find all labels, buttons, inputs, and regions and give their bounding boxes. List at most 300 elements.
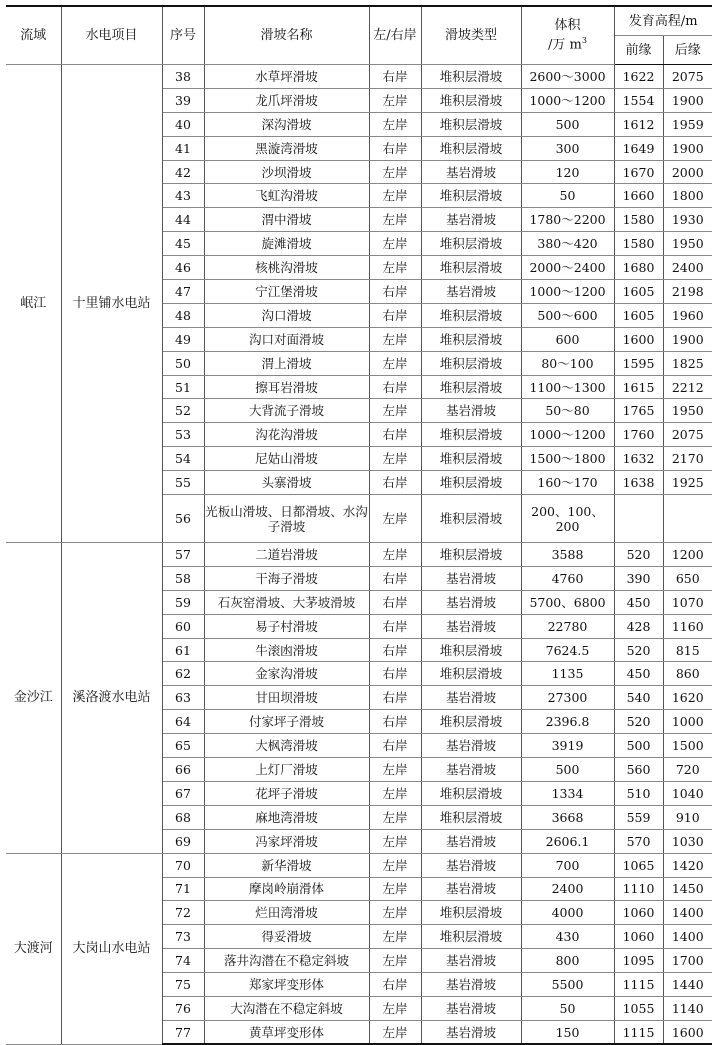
header-elevation: 发育高程/m xyxy=(614,6,712,36)
cell-bank: 右岸 xyxy=(369,590,421,614)
cell-name: 旋滩滑坡 xyxy=(204,232,369,256)
cell-rear: 2198 xyxy=(663,280,712,304)
cell-volume: 600 xyxy=(521,327,614,351)
header-volume xyxy=(521,6,614,65)
cell-no: 49 xyxy=(162,327,204,351)
cell-no: 74 xyxy=(162,949,204,973)
cell-rear: 1930 xyxy=(663,208,712,232)
cell-front: 428 xyxy=(614,614,663,638)
cell-front: 1060 xyxy=(614,901,663,925)
cell-basin: 金沙江 xyxy=(6,543,61,854)
cell-front: 1649 xyxy=(614,136,663,160)
cell-no: 66 xyxy=(162,758,204,782)
cell-volume: 5700、6800 xyxy=(521,590,614,614)
cell-front: 540 xyxy=(614,686,663,710)
cell-rear: 1950 xyxy=(663,399,712,423)
cell-volume: 430 xyxy=(521,925,614,949)
cell-volume: 5500 xyxy=(521,973,614,997)
cell-type: 堆积层滑坡 xyxy=(421,710,521,734)
cell-type: 基岩滑坡 xyxy=(421,590,521,614)
cell-volume: 2606.1 xyxy=(521,829,614,853)
cell-rear: 1600 xyxy=(663,1020,712,1044)
cell-no: 42 xyxy=(162,160,204,184)
cell-no: 60 xyxy=(162,614,204,638)
cell-basin: 岷江 xyxy=(6,65,61,543)
cell-type: 基岩滑坡 xyxy=(421,614,521,638)
cell-volume: 500～600 xyxy=(521,303,614,327)
cell-rear: 1140 xyxy=(663,996,712,1020)
cell-bank: 左岸 xyxy=(369,184,421,208)
cell-rear: 1900 xyxy=(663,88,712,112)
cell-rear: 1450 xyxy=(663,877,712,901)
cell-bank: 左岸 xyxy=(369,781,421,805)
cell-no: 62 xyxy=(162,662,204,686)
cell-type: 堆积层滑坡 xyxy=(421,662,521,686)
cell-type: 堆积层滑坡 xyxy=(421,781,521,805)
cell-bank: 左岸 xyxy=(369,543,421,567)
cell-type: 堆积层滑坡 xyxy=(421,925,521,949)
cell-name: 金家沟滑坡 xyxy=(204,662,369,686)
cell-volume: 1780～2200 xyxy=(521,208,614,232)
cell-rear: 1825 xyxy=(663,351,712,375)
cell-volume: 1000～1200 xyxy=(521,423,614,447)
cell-no: 70 xyxy=(162,853,204,877)
cell-front: 1554 xyxy=(614,88,663,112)
cell-rear: 2170 xyxy=(663,447,712,471)
cell-type: 基岩滑坡 xyxy=(421,280,521,304)
cell-rear: 1959 xyxy=(663,112,712,136)
cell-project: 十里铺水电站 xyxy=(61,65,162,543)
cell-volume: 150 xyxy=(521,1020,614,1044)
header-volume-label: 体积 xyxy=(554,18,581,34)
cell-bank: 左岸 xyxy=(369,925,421,949)
cell-type: 基岩滑坡 xyxy=(421,973,521,997)
cell-front: 1670 xyxy=(614,160,663,184)
cell-name: 郑家坪变形体 xyxy=(204,973,369,997)
cell-no: 64 xyxy=(162,710,204,734)
cell-type: 堆积层滑坡 xyxy=(421,327,521,351)
cell-front: 559 xyxy=(614,805,663,829)
cell-volume: 500 xyxy=(521,758,614,782)
cell-rear: 1400 xyxy=(663,901,712,925)
cell-rear: 1400 xyxy=(663,925,712,949)
cell-name: 黄草坪变形体 xyxy=(204,1020,369,1044)
cell-rear: 1925 xyxy=(663,471,712,495)
cell-type: 堆积层滑坡 xyxy=(421,303,521,327)
cell-front: 1615 xyxy=(614,375,663,399)
cell-no: 38 xyxy=(162,65,204,89)
header-front: 前缘 xyxy=(614,36,663,65)
cell-bank: 左岸 xyxy=(369,399,421,423)
header-basin: 流域 xyxy=(6,6,61,65)
cell-bank: 左岸 xyxy=(369,949,421,973)
table-row xyxy=(6,853,712,877)
cell-bank: 左岸 xyxy=(369,829,421,853)
cell-front: 570 xyxy=(614,829,663,853)
cell-no: 44 xyxy=(162,208,204,232)
cell-rear: 2212 xyxy=(663,375,712,399)
cell-front: 560 xyxy=(614,758,663,782)
cell-front: 1115 xyxy=(614,1020,663,1044)
header-project: 水电项目 xyxy=(61,6,162,65)
cell-type: 堆积层滑坡 xyxy=(421,471,521,495)
cell-volume: 2600～3000 xyxy=(521,65,614,89)
cell-type: 基岩滑坡 xyxy=(421,686,521,710)
cell-bank: 右岸 xyxy=(369,65,421,89)
cell-volume: 120 xyxy=(521,160,614,184)
cell-bank: 右岸 xyxy=(369,662,421,686)
cell-no: 53 xyxy=(162,423,204,447)
cell-rear: 1040 xyxy=(663,781,712,805)
cell-bank: 右岸 xyxy=(369,423,421,447)
cell-name: 龙爪坪滑坡 xyxy=(204,88,369,112)
cell-type: 基岩滑坡 xyxy=(421,208,521,232)
cell-front: 1110 xyxy=(614,877,663,901)
cell-name: 深沟滑坡 xyxy=(204,112,369,136)
cell-name: 麻地湾滑坡 xyxy=(204,805,369,829)
cell-volume: 50～80 xyxy=(521,399,614,423)
cell-volume: 4000 xyxy=(521,901,614,925)
cell-rear: 1420 xyxy=(663,853,712,877)
cell-name: 擦耳岩滑坡 xyxy=(204,375,369,399)
cell-volume: 700 xyxy=(521,853,614,877)
cell-no: 48 xyxy=(162,303,204,327)
cell-type: 堆积层滑坡 xyxy=(421,638,521,662)
cell-name: 核桃沟滑坡 xyxy=(204,256,369,280)
cell-no: 40 xyxy=(162,112,204,136)
cell-bank: 右岸 xyxy=(369,710,421,734)
cell-front: 1600 xyxy=(614,327,663,351)
cell-type: 基岩滑坡 xyxy=(421,829,521,853)
cell-type: 基岩滑坡 xyxy=(421,1020,521,1044)
cell-no: 56 xyxy=(162,495,204,543)
cell-name: 牛滚凼滑坡 xyxy=(204,638,369,662)
cell-front: 1760 xyxy=(614,423,663,447)
table-body xyxy=(6,65,712,1045)
cell-volume: 2396.8 xyxy=(521,710,614,734)
cell-no: 71 xyxy=(162,877,204,901)
cell-bank: 右岸 xyxy=(369,686,421,710)
header-type: 滑坡类型 xyxy=(421,6,521,65)
cell-bank: 左岸 xyxy=(369,327,421,351)
cell-rear: 1070 xyxy=(663,590,712,614)
header-name: 滑坡名称 xyxy=(204,6,369,65)
cell-volume: 27300 xyxy=(521,686,614,710)
cell-bank: 左岸 xyxy=(369,853,421,877)
cell-type: 堆积层滑坡 xyxy=(421,136,521,160)
cell-front: 390 xyxy=(614,566,663,590)
cell-no: 52 xyxy=(162,399,204,423)
cell-bank: 左岸 xyxy=(369,447,421,471)
cell-front: 1660 xyxy=(614,184,663,208)
cell-name: 干海子滑坡 xyxy=(204,566,369,590)
cell-front: 1595 xyxy=(614,351,663,375)
cell-bank: 右岸 xyxy=(369,734,421,758)
cell-type: 堆积层滑坡 xyxy=(421,495,521,543)
table-row xyxy=(6,65,712,89)
cell-rear: 1160 xyxy=(663,614,712,638)
table-row xyxy=(6,543,712,567)
cell-rear: 860 xyxy=(663,662,712,686)
cell-name: 易子村滑坡 xyxy=(204,614,369,638)
cell-rear: 1950 xyxy=(663,232,712,256)
cell-front: 1580 xyxy=(614,208,663,232)
cell-no: 43 xyxy=(162,184,204,208)
cell-bank: 右岸 xyxy=(369,136,421,160)
cell-rear: 1700 xyxy=(663,949,712,973)
cell-front: 450 xyxy=(614,590,663,614)
cell-name: 甘田坝滑坡 xyxy=(204,686,369,710)
cell-type: 堆积层滑坡 xyxy=(421,901,521,925)
cell-rear: 1900 xyxy=(663,327,712,351)
table-header xyxy=(6,6,712,65)
cell-type: 堆积层滑坡 xyxy=(421,112,521,136)
cell-type: 堆积层滑坡 xyxy=(421,232,521,256)
cell-name: 渭上滑坡 xyxy=(204,351,369,375)
cell-front: 1065 xyxy=(614,853,663,877)
cell-volume: 80～100 xyxy=(521,351,614,375)
cell-no: 67 xyxy=(162,781,204,805)
cell-rear: 1800 xyxy=(663,184,712,208)
cell-bank: 右岸 xyxy=(369,973,421,997)
cell-no: 72 xyxy=(162,901,204,925)
cell-volume: 1100～1300 xyxy=(521,375,614,399)
cell-bank: 左岸 xyxy=(369,351,421,375)
cell-bank: 右岸 xyxy=(369,471,421,495)
cell-name: 宁江堡滑坡 xyxy=(204,280,369,304)
cell-name: 上灯厂滑坡 xyxy=(204,758,369,782)
cell-bank: 右岸 xyxy=(369,638,421,662)
cell-name: 大枫湾滑坡 xyxy=(204,734,369,758)
cell-name: 沟花沟滑坡 xyxy=(204,423,369,447)
cell-bank: 左岸 xyxy=(369,805,421,829)
cell-front: 1095 xyxy=(614,949,663,973)
cell-bank: 左岸 xyxy=(369,495,421,543)
cell-volume: 22780 xyxy=(521,614,614,638)
cell-volume: 1500～1800 xyxy=(521,447,614,471)
cell-no: 55 xyxy=(162,471,204,495)
cell-volume: 800 xyxy=(521,949,614,973)
cell-type: 基岩滑坡 xyxy=(421,399,521,423)
cell-project: 溪洛渡水电站 xyxy=(61,543,162,854)
cell-type: 堆积层滑坡 xyxy=(421,423,521,447)
cell-front: 1622 xyxy=(614,65,663,89)
cell-name: 二道岩滑坡 xyxy=(204,543,369,567)
cell-front xyxy=(614,495,663,543)
cell-name: 大沟潜在不稳定斜坡 xyxy=(204,996,369,1020)
cell-bank: 左岸 xyxy=(369,112,421,136)
cell-type: 基岩滑坡 xyxy=(421,160,521,184)
cell-rear: 2400 xyxy=(663,256,712,280)
cell-no: 46 xyxy=(162,256,204,280)
cell-project: 大岗山水电站 xyxy=(61,853,162,1044)
cell-rear: 1030 xyxy=(663,829,712,853)
cell-name: 光板山滑坡、日都滑坡、水沟子滑坡 xyxy=(204,495,369,543)
cell-no: 50 xyxy=(162,351,204,375)
cell-volume: 380～420 xyxy=(521,232,614,256)
cell-volume: 3668 xyxy=(521,805,614,829)
cell-front: 1612 xyxy=(614,112,663,136)
cell-bank: 左岸 xyxy=(369,758,421,782)
cell-front: 1115 xyxy=(614,973,663,997)
cell-name: 花坪子滑坡 xyxy=(204,781,369,805)
cell-name: 石灰窑滑坡、大茅坡滑坡 xyxy=(204,590,369,614)
cell-no: 41 xyxy=(162,136,204,160)
cell-front: 510 xyxy=(614,781,663,805)
cell-rear: 1960 xyxy=(663,303,712,327)
cell-volume: 4760 xyxy=(521,566,614,590)
cell-bank: 右岸 xyxy=(369,375,421,399)
cell-name: 落井沟潜在不稳定斜坡 xyxy=(204,949,369,973)
cell-front: 520 xyxy=(614,543,663,567)
cell-volume: 300 xyxy=(521,136,614,160)
cell-bank: 左岸 xyxy=(369,901,421,925)
cell-front: 450 xyxy=(614,662,663,686)
cell-name: 渭中滑坡 xyxy=(204,208,369,232)
cell-name: 尼姑山滑坡 xyxy=(204,447,369,471)
header-rear: 后缘 xyxy=(663,36,712,65)
cell-rear: 1900 xyxy=(663,136,712,160)
cell-no: 57 xyxy=(162,543,204,567)
cell-volume: 2400 xyxy=(521,877,614,901)
cell-no: 63 xyxy=(162,686,204,710)
cell-bank: 左岸 xyxy=(369,160,421,184)
cell-name: 大背流子滑坡 xyxy=(204,399,369,423)
cell-volume: 7624.5 xyxy=(521,638,614,662)
cell-no: 58 xyxy=(162,566,204,590)
cell-bank: 左岸 xyxy=(369,996,421,1020)
cell-volume: 2000～2400 xyxy=(521,256,614,280)
cell-bank: 左岸 xyxy=(369,1020,421,1044)
cell-rear: 1200 xyxy=(663,543,712,567)
cell-front: 500 xyxy=(614,734,663,758)
cell-type: 堆积层滑坡 xyxy=(421,351,521,375)
cell-type: 堆积层滑坡 xyxy=(421,256,521,280)
cell-type: 堆积层滑坡 xyxy=(421,447,521,471)
header-volume-sup: 3 xyxy=(581,36,587,46)
cell-front: 1060 xyxy=(614,925,663,949)
cell-no: 45 xyxy=(162,232,204,256)
cell-no: 61 xyxy=(162,638,204,662)
cell-rear: 910 xyxy=(663,805,712,829)
cell-bank: 右岸 xyxy=(369,280,421,304)
cell-no: 51 xyxy=(162,375,204,399)
cell-front: 1632 xyxy=(614,447,663,471)
cell-rear: 2075 xyxy=(663,65,712,89)
cell-front: 1680 xyxy=(614,256,663,280)
cell-rear: 1440 xyxy=(663,973,712,997)
cell-front: 1638 xyxy=(614,471,663,495)
cell-name: 新华滑坡 xyxy=(204,853,369,877)
cell-type: 堆积层滑坡 xyxy=(421,184,521,208)
cell-name: 黑漩湾滑坡 xyxy=(204,136,369,160)
cell-rear xyxy=(663,495,712,543)
cell-no: 59 xyxy=(162,590,204,614)
cell-type: 基岩滑坡 xyxy=(421,949,521,973)
cell-name: 飞虹沟滑坡 xyxy=(204,184,369,208)
cell-no: 54 xyxy=(162,447,204,471)
cell-name: 得妥滑坡 xyxy=(204,925,369,949)
cell-type: 基岩滑坡 xyxy=(421,853,521,877)
cell-volume: 1000～1200 xyxy=(521,88,614,112)
header-bank: 左/右岸 xyxy=(369,6,421,65)
cell-rear: 1000 xyxy=(663,710,712,734)
cell-type: 堆积层滑坡 xyxy=(421,543,521,567)
landslide-table xyxy=(6,5,712,1045)
cell-type: 基岩滑坡 xyxy=(421,734,521,758)
cell-front: 520 xyxy=(614,710,663,734)
cell-bank: 左岸 xyxy=(369,232,421,256)
cell-type: 基岩滑坡 xyxy=(421,877,521,901)
cell-volume: 50 xyxy=(521,184,614,208)
cell-bank: 左岸 xyxy=(369,88,421,112)
cell-type: 基岩滑坡 xyxy=(421,996,521,1020)
header-no: 序号 xyxy=(162,6,204,65)
cell-no: 77 xyxy=(162,1020,204,1044)
cell-type: 堆积层滑坡 xyxy=(421,805,521,829)
cell-rear: 720 xyxy=(663,758,712,782)
landslide-table-container xyxy=(6,5,712,1045)
cell-no: 73 xyxy=(162,925,204,949)
cell-no: 76 xyxy=(162,996,204,1020)
cell-volume: 160～170 xyxy=(521,471,614,495)
cell-front: 1055 xyxy=(614,996,663,1020)
cell-type: 堆积层滑坡 xyxy=(421,65,521,89)
cell-bank: 左岸 xyxy=(369,208,421,232)
cell-bank: 左岸 xyxy=(369,877,421,901)
cell-name: 烂田湾滑坡 xyxy=(204,901,369,925)
cell-type: 堆积层滑坡 xyxy=(421,375,521,399)
cell-bank: 右岸 xyxy=(369,303,421,327)
cell-rear: 1620 xyxy=(663,686,712,710)
cell-name: 摩岗岭崩滑体 xyxy=(204,877,369,901)
cell-rear: 1500 xyxy=(663,734,712,758)
cell-name: 沟口滑坡 xyxy=(204,303,369,327)
cell-rear: 2075 xyxy=(663,423,712,447)
cell-rear: 650 xyxy=(663,566,712,590)
cell-type: 基岩滑坡 xyxy=(421,758,521,782)
cell-type: 堆积层滑坡 xyxy=(421,88,521,112)
cell-name: 沙坝滑坡 xyxy=(204,160,369,184)
cell-front: 1765 xyxy=(614,399,663,423)
cell-no: 39 xyxy=(162,88,204,112)
cell-volume: 1135 xyxy=(521,662,614,686)
cell-no: 65 xyxy=(162,734,204,758)
cell-bank: 左岸 xyxy=(369,256,421,280)
cell-no: 68 xyxy=(162,805,204,829)
cell-volume: 200、100、200 xyxy=(521,495,614,543)
cell-no: 69 xyxy=(162,829,204,853)
cell-volume: 3919 xyxy=(521,734,614,758)
cell-name: 沟口对面滑坡 xyxy=(204,327,369,351)
cell-front: 1580 xyxy=(614,232,663,256)
cell-no: 75 xyxy=(162,973,204,997)
cell-no: 47 xyxy=(162,280,204,304)
cell-rear: 815 xyxy=(663,638,712,662)
cell-volume: 500 xyxy=(521,112,614,136)
cell-name: 付家坪子滑坡 xyxy=(204,710,369,734)
cell-volume: 1334 xyxy=(521,781,614,805)
cell-name: 头寨滑坡 xyxy=(204,471,369,495)
cell-volume: 50 xyxy=(521,996,614,1020)
cell-name: 水草坪滑坡 xyxy=(204,65,369,89)
cell-bank: 右岸 xyxy=(369,566,421,590)
cell-type: 基岩滑坡 xyxy=(421,566,521,590)
cell-volume: 1000～1200 xyxy=(521,280,614,304)
cell-bank: 右岸 xyxy=(369,614,421,638)
cell-basin: 大渡河 xyxy=(6,853,61,1044)
cell-front: 1605 xyxy=(614,303,663,327)
